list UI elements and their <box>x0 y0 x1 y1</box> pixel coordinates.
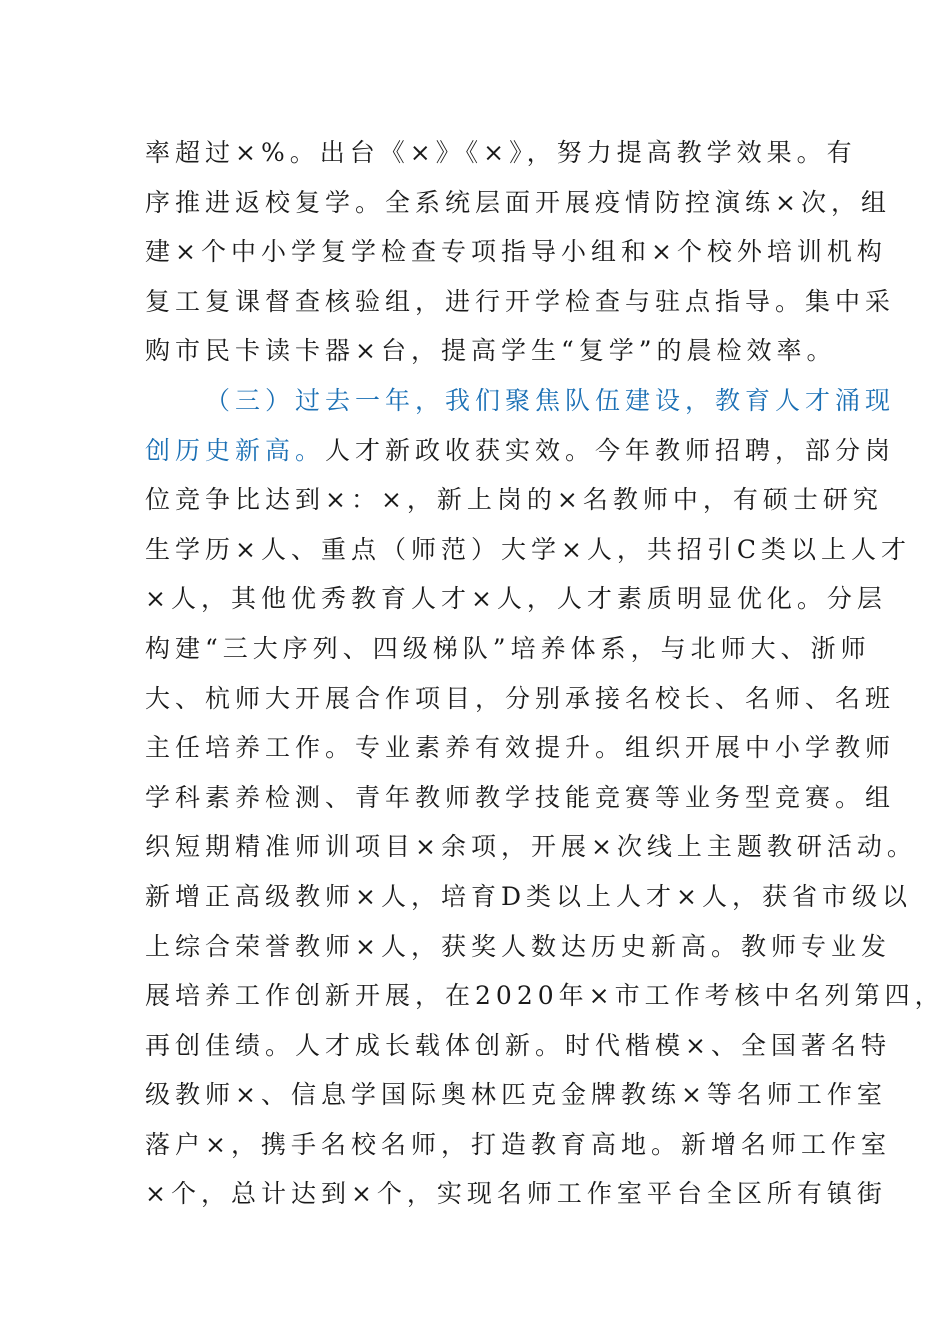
text-line: 级教师×、信息学国际奥林匹克金牌教练×等名师工作室 <box>145 1080 887 1110</box>
text-line: 构建“三大序列、四级梯队”培养体系，与北师大、浙师 <box>145 633 871 663</box>
text-line: 落户×，携手名校名师，打造教育高地。新增名师工作室 <box>145 1129 891 1159</box>
text-line: 序推进返校复学。全系统层面开展疫情防控演练×次，组 <box>145 187 891 217</box>
text-line: 学科素养检测、青年教师教学技能竞赛等业务型竞赛。组 <box>145 782 896 812</box>
text-line: 生学历×人、重点（师范）大学×人，共招引C类以上人才 <box>145 534 912 564</box>
text-line: 上综合荣誉教师×人，获奖人数达历史新高。教师专业发 <box>145 931 891 961</box>
document-body <box>145 128 945 1219</box>
text-line: 率超过×%。出台《×》《×》，努力提高教学效果。有 <box>145 138 857 167</box>
section-heading: （三）过去一年，我们聚焦队伍建设，教育人才涌现 <box>205 385 896 415</box>
text-line-rest: 人才新政收获实效。今年教师招聘，部分岗 <box>325 435 896 465</box>
text-line: 织短期精准师训项目×余项，开展×次线上主题教研活动。 <box>145 832 917 862</box>
text-line: 复工复课督查核验组，进行开学检查与驻点指导。集中采 <box>145 286 896 316</box>
text-line: 位竞争比达到×：×，新上岗的×名教师中，有硕士研究 <box>145 485 883 515</box>
text-line: 建×个中小学复学检查专项指导小组和×个校外培训机构 <box>145 237 887 267</box>
text-line: 再创佳绩。人才成长载体创新。时代楷模×、全国著名特 <box>145 1030 891 1060</box>
text-line: 主任培养工作。专业素养有效提升。组织开展中小学教师 <box>145 733 896 763</box>
text-line: 展培养工作创新开展，在2020年×市工作考核中名列第四， <box>145 981 945 1011</box>
text-line: 购市民卡读卡器×台，提高学生“复学”的晨检效率。 <box>145 336 837 366</box>
section-heading-end: 创历史新高。 <box>145 435 326 465</box>
text-line <box>145 426 896 476</box>
text-line: ×个，总计达到×个，实现名师工作室平台全区所有镇街 <box>145 1179 887 1209</box>
text-line: 新增正高级教师×人，培育D类以上人才×人，获省市级以 <box>145 881 912 911</box>
text-line: 大、杭师大开展合作项目，分别承接名校长、名师、名班 <box>145 683 896 713</box>
text-line: ×人，其他优秀教育人才×人，人才素质明显优化。分层 <box>145 584 887 614</box>
